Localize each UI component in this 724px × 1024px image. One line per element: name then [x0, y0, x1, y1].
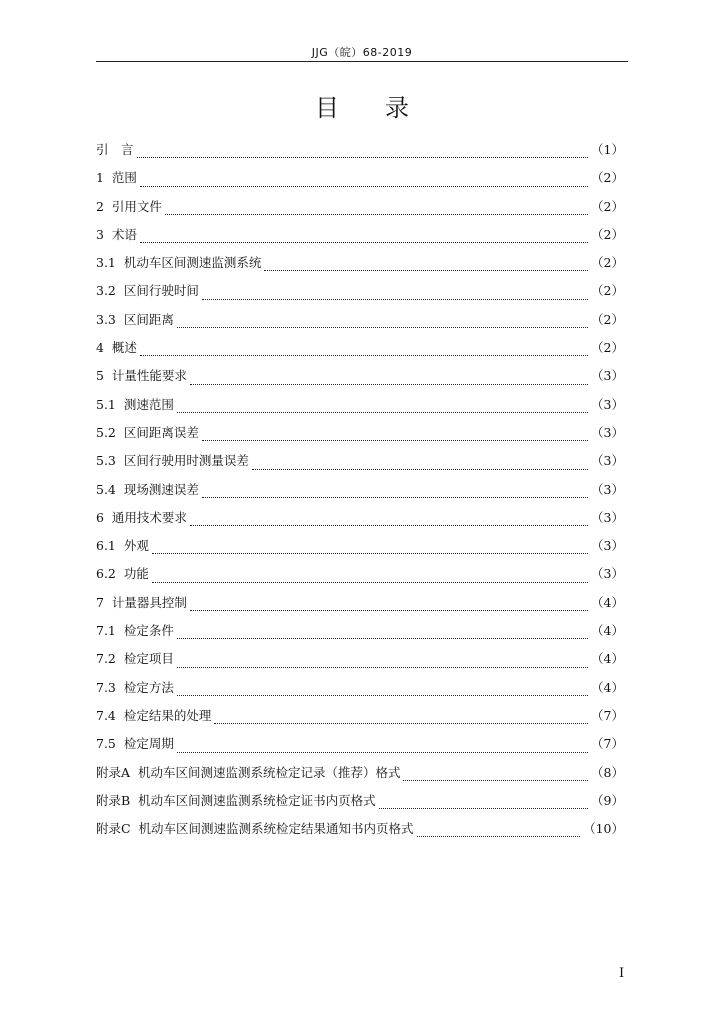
- toc-entry[interactable]: [96, 395, 624, 423]
- toc-entry-label: 3.2 区间行驶时间: [96, 283, 199, 299]
- toc-entry[interactable]: [96, 310, 624, 338]
- page-title: 目录: [315, 94, 455, 122]
- toc-leader-dots: [190, 525, 588, 526]
- toc-entry[interactable]: [96, 480, 624, 508]
- toc-entry-page: （3）: [591, 453, 624, 469]
- toc-entry[interactable]: [96, 281, 624, 309]
- toc-entry-page: （10）: [583, 821, 624, 837]
- toc-entry-page: （4）: [591, 679, 624, 695]
- toc-entry-page: （2）: [591, 283, 624, 299]
- toc-entry[interactable]: [96, 197, 624, 225]
- toc-entry-page: （2）: [591, 226, 624, 242]
- toc-entry-label: 3.1 机动车区间测速监测系统: [96, 255, 262, 271]
- toc-leader-dots: [177, 638, 588, 639]
- toc-leader-dots: [202, 440, 588, 441]
- toc-entry[interactable]: [96, 621, 624, 649]
- toc-entry[interactable]: [96, 678, 624, 706]
- toc-entry-page: （2）: [591, 198, 624, 214]
- toc-leader-dots: [264, 270, 588, 271]
- toc-entry[interactable]: [96, 168, 624, 196]
- toc-entry-label: 附录A 机动车区间测速监测系统检定记录（推荐）格式: [96, 764, 401, 780]
- toc-entry[interactable]: [96, 225, 624, 253]
- toc-entry-label: 2 引用文件: [96, 198, 162, 214]
- toc-entry-label: 7.1 检定条件: [96, 623, 174, 639]
- toc-entry-page: （7）: [591, 736, 624, 752]
- toc-entry-page: （9）: [591, 792, 624, 808]
- toc-entry-page: （2）: [591, 311, 624, 327]
- toc-entry-label: 6.1 外观: [96, 538, 149, 554]
- toc-leader-dots: [177, 667, 588, 668]
- toc-leader-dots: [137, 157, 589, 158]
- toc-leader-dots: [177, 752, 588, 753]
- toc-leader-dots: [140, 186, 588, 187]
- header-rule: [96, 61, 628, 62]
- toc-entry-label: 7.2 检定项目: [96, 651, 174, 667]
- toc-entry-page: （3）: [591, 481, 624, 497]
- toc-leader-dots: [379, 808, 588, 809]
- toc-entry-page: （3）: [591, 566, 624, 582]
- page-number: I: [619, 966, 625, 981]
- toc-entry-label: 6 通用技术要求: [96, 509, 187, 525]
- toc-leader-dots: [177, 412, 588, 413]
- toc-entry[interactable]: [96, 819, 624, 847]
- toc-leader-dots: [403, 780, 588, 781]
- toc-entry-label: 5 计量性能要求: [96, 368, 187, 384]
- document-header-code: JJG（皖）68-2019: [311, 46, 413, 59]
- toc-entry-page: （1）: [591, 142, 624, 157]
- toc-entry[interactable]: [96, 451, 624, 479]
- toc-entry-page: （3）: [591, 396, 624, 412]
- toc-entry[interactable]: [96, 706, 624, 734]
- toc-entry-label: 附录B 机动车区间测速监测系统检定证书内页格式: [96, 792, 376, 808]
- toc-leader-dots: [190, 384, 588, 385]
- toc-entry[interactable]: [96, 338, 624, 366]
- toc-leader-dots: [140, 355, 588, 356]
- toc-leader-dots: [140, 242, 588, 243]
- toc-entry-label: 7 计量器具控制: [96, 594, 187, 610]
- toc-leader-dots: [202, 299, 588, 300]
- toc-entry-page: （7）: [591, 707, 624, 723]
- toc-entry-label: 3.3 区间距离: [96, 311, 174, 327]
- toc-entry-label: 4 概述: [96, 340, 137, 356]
- toc-entry-label: 5.3 区间行驶用时测量误差: [96, 453, 249, 469]
- table-of-contents: [96, 140, 624, 847]
- toc-leader-dots: [152, 582, 588, 583]
- toc-entry-label: 7.5 检定周期: [96, 736, 174, 752]
- toc-leader-dots: [202, 497, 588, 498]
- toc-entry-page: （4）: [591, 623, 624, 639]
- toc-entry[interactable]: [96, 593, 624, 621]
- toc-entry-label: 6.2 功能: [96, 566, 149, 582]
- toc-entry[interactable]: [96, 791, 624, 819]
- toc-leader-dots: [177, 695, 588, 696]
- toc-entry-page: （4）: [591, 594, 624, 610]
- toc-entry-page: （3）: [591, 509, 624, 525]
- toc-entry-label: 5.2 区间距离误差: [96, 424, 199, 440]
- toc-entry-page: （2）: [591, 255, 624, 271]
- toc-entry-label: 7.4 检定结果的处理: [96, 707, 212, 723]
- toc-entry-page: （4）: [591, 651, 624, 667]
- toc-entry-page: （3）: [591, 368, 624, 384]
- toc-entry-label: 附录C 机动车区间测速监测系统检定结果通知书内页格式: [96, 821, 414, 837]
- toc-leader-dots: [165, 214, 588, 215]
- toc-entry-label: 1 范围: [96, 170, 137, 186]
- toc-leader-dots: [152, 553, 588, 554]
- toc-entry[interactable]: [96, 763, 624, 791]
- toc-leader-dots: [177, 327, 588, 328]
- toc-entry[interactable]: [96, 366, 624, 394]
- toc-leader-dots: [214, 723, 588, 724]
- toc-entry[interactable]: [96, 508, 624, 536]
- toc-leader-dots: [190, 610, 588, 611]
- toc-leader-dots: [417, 836, 581, 837]
- toc-leader-dots: [252, 469, 588, 470]
- toc-entry-page: （3）: [591, 538, 624, 554]
- toc-entry-page: （2）: [591, 170, 624, 186]
- toc-entry-label: 5.1 测速范围: [96, 396, 174, 412]
- toc-entry-page: （2）: [591, 340, 624, 356]
- toc-entry-label: 7.3 检定方法: [96, 679, 174, 695]
- toc-entry[interactable]: [96, 253, 624, 281]
- toc-entry[interactable]: [96, 649, 624, 677]
- toc-entry-label: 5.4 现场测速误差: [96, 481, 199, 497]
- toc-entry-label: 3 术语: [96, 226, 137, 242]
- toc-entry[interactable]: [96, 536, 624, 564]
- toc-entry-page: （8）: [591, 764, 624, 780]
- toc-entry-page: （3）: [591, 424, 624, 440]
- toc-entry[interactable]: [96, 140, 624, 168]
- toc-entry[interactable]: [96, 734, 624, 762]
- toc-entry-label: 引 言: [96, 142, 134, 157]
- toc-entry[interactable]: [96, 423, 624, 451]
- toc-entry[interactable]: [96, 564, 624, 592]
